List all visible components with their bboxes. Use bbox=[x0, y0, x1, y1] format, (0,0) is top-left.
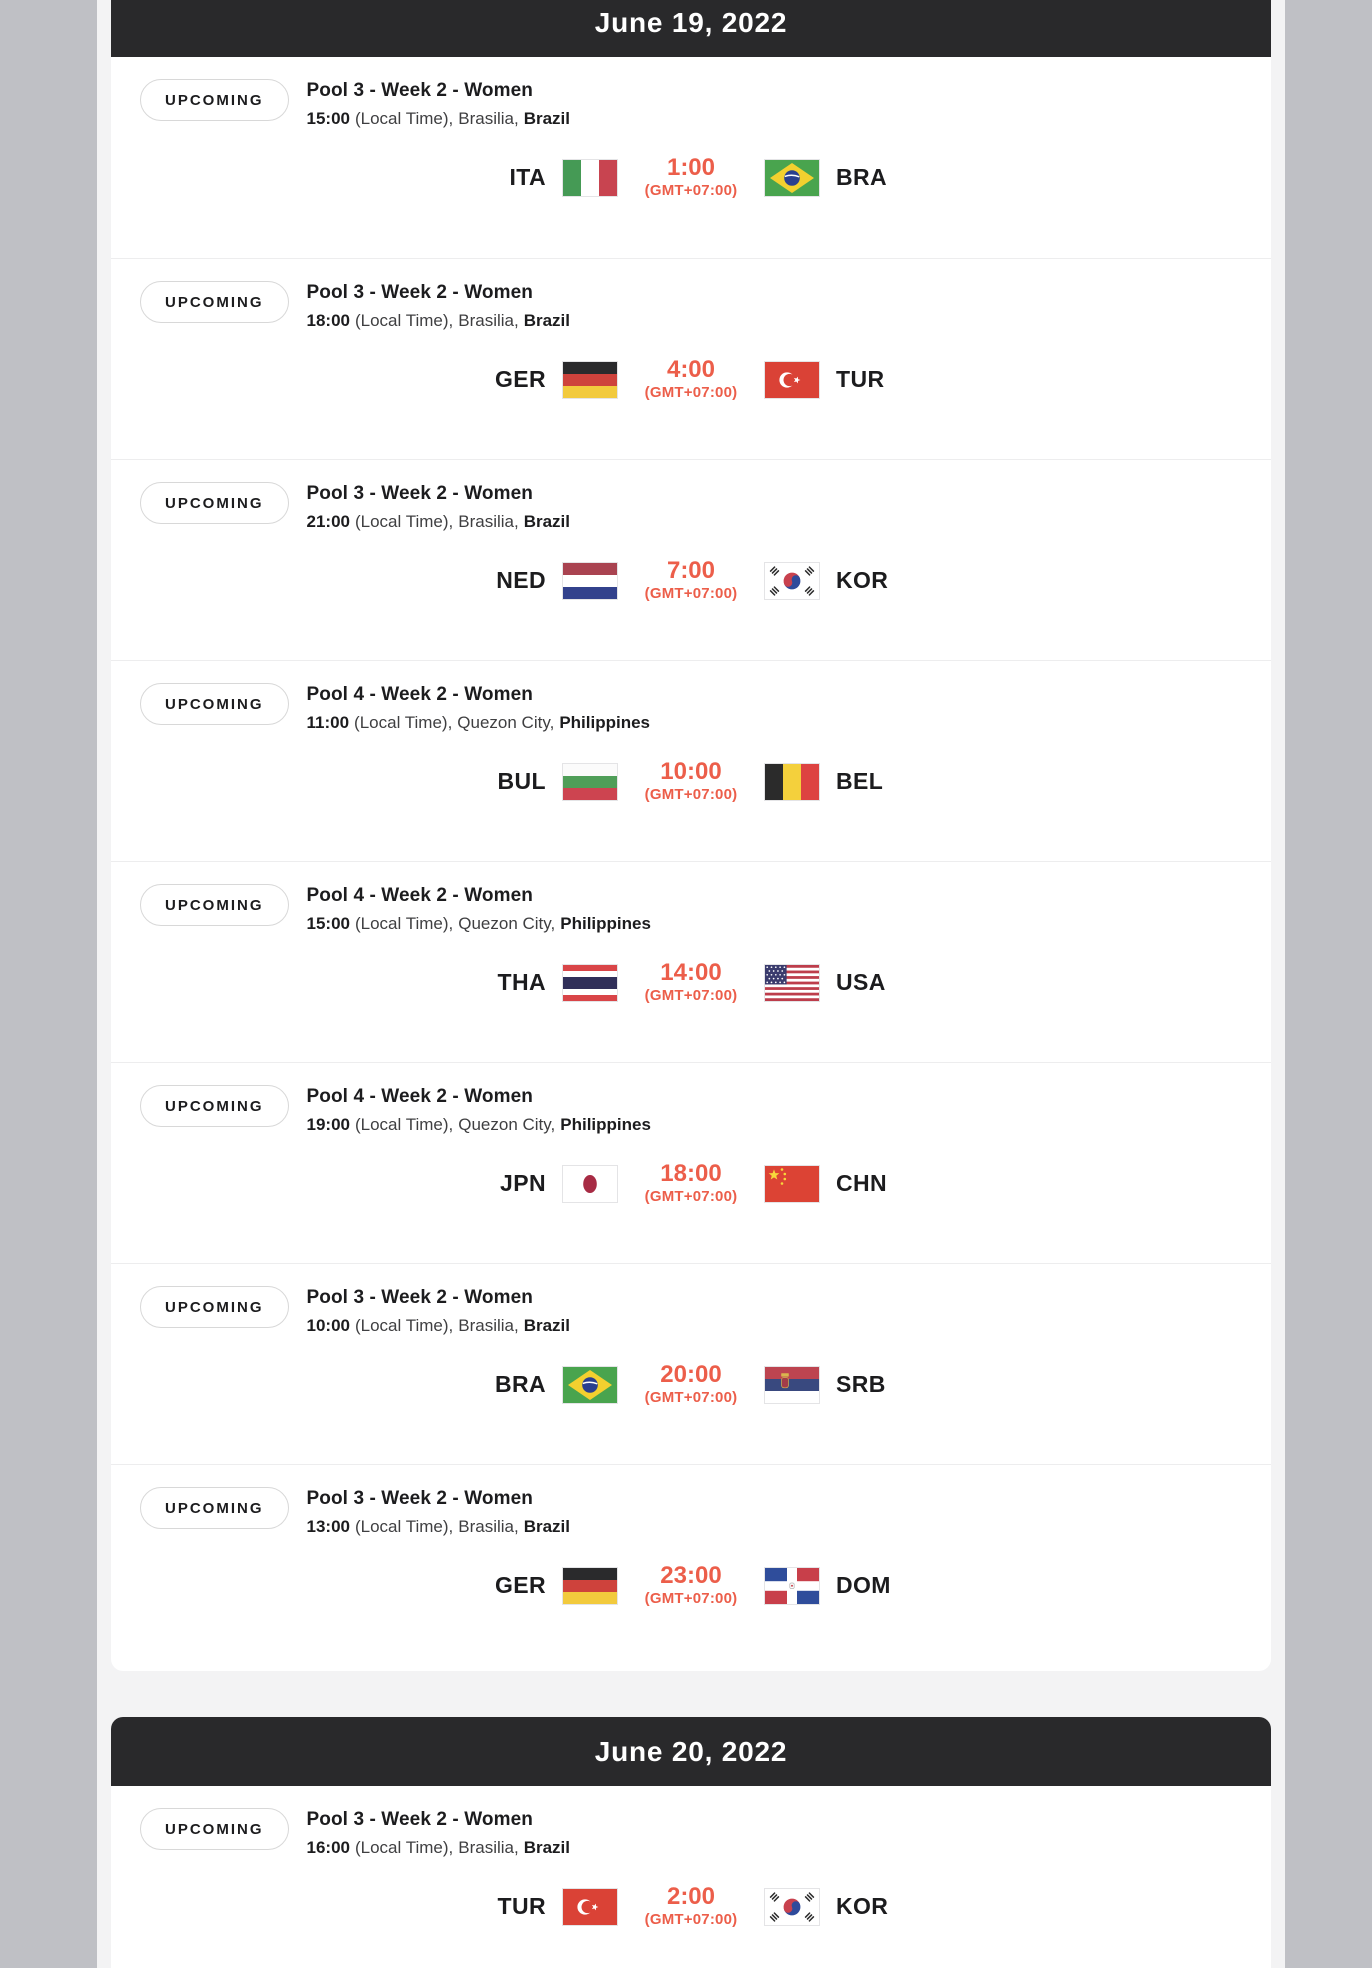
pool-label: Pool 3 - Week 2 - Women bbox=[306, 80, 533, 101]
timezone-label: (GMT+07:00) bbox=[644, 182, 738, 199]
city-label: Brasilia, bbox=[458, 1316, 519, 1335]
city-label: Quezon City, bbox=[458, 914, 556, 933]
match-info-row bbox=[111, 683, 1271, 733]
schedule-column bbox=[97, 0, 1285, 1968]
local-time-label: (Local Time), bbox=[354, 109, 454, 128]
date-header-label: June 19, 2022 bbox=[594, 6, 788, 38]
away-team-code: TUR bbox=[836, 366, 885, 392]
status-badge-label: UPCOMING bbox=[165, 1499, 264, 1517]
away-team-code: KOR bbox=[836, 567, 889, 593]
status-badge-label: UPCOMING bbox=[165, 1298, 264, 1316]
status-badge-label: UPCOMING bbox=[165, 695, 264, 713]
match-meta bbox=[307, 482, 576, 532]
status-badge bbox=[140, 1286, 289, 1328]
home-team-code: GER bbox=[494, 1572, 546, 1598]
converted-time: 2:00 bbox=[666, 1883, 716, 1910]
match-info-row bbox=[111, 1487, 1271, 1537]
match-time-location bbox=[307, 1115, 656, 1135]
match-meta bbox=[307, 1808, 576, 1858]
converted-time: 7:00 bbox=[666, 557, 716, 584]
flag-dom-icon bbox=[764, 1567, 820, 1605]
match-time-location bbox=[307, 1838, 576, 1858]
home-team-code: THA bbox=[497, 969, 546, 995]
timezone-label: (GMT+07:00) bbox=[644, 1389, 738, 1406]
status-badge bbox=[140, 884, 289, 926]
away-team-code: KOR bbox=[836, 1893, 889, 1919]
city-label: Brasilia, bbox=[458, 1838, 519, 1857]
matchup-row bbox=[111, 759, 1271, 804]
match-card[interactable] bbox=[111, 1464, 1271, 1665]
status-badge bbox=[140, 1085, 289, 1127]
country-label: Brazil bbox=[523, 1517, 570, 1536]
match-card[interactable] bbox=[111, 459, 1271, 660]
match-meta bbox=[307, 281, 576, 331]
match-card[interactable] bbox=[111, 1263, 1271, 1464]
match-time-location bbox=[307, 311, 576, 331]
pool-label: Pool 3 - Week 2 - Women bbox=[306, 282, 533, 303]
local-time: 18:00 bbox=[306, 311, 350, 330]
match-meta bbox=[307, 1487, 576, 1537]
converted-time-block bbox=[634, 357, 748, 402]
country-label: Brazil bbox=[523, 311, 570, 330]
pool-label: Pool 3 - Week 2 - Women bbox=[306, 1809, 533, 1830]
converted-time: 20:00 bbox=[660, 1361, 722, 1388]
converted-time-block bbox=[634, 960, 748, 1005]
local-time-label: (Local Time), bbox=[354, 713, 453, 732]
match-info-row bbox=[111, 1286, 1271, 1336]
match-card[interactable] bbox=[111, 861, 1271, 1062]
local-time-label: (Local Time), bbox=[354, 914, 454, 933]
flag-srb-icon bbox=[764, 1366, 820, 1404]
match-meta bbox=[307, 1085, 656, 1135]
timezone-label: (GMT+07:00) bbox=[644, 786, 738, 803]
status-badge bbox=[140, 482, 289, 524]
home-team-code: NED bbox=[496, 567, 546, 593]
flag-bel-icon bbox=[764, 763, 820, 801]
away-team-code: CHN bbox=[836, 1170, 888, 1196]
pool-label: Pool 4 - Week 2 - Women bbox=[306, 885, 533, 906]
country-label: Brazil bbox=[523, 1838, 570, 1857]
match-info-row bbox=[111, 1085, 1271, 1135]
city-label: Brasilia, bbox=[458, 512, 519, 531]
local-time: 21:00 bbox=[306, 512, 350, 531]
local-time: 10:00 bbox=[306, 1316, 350, 1335]
local-time-label: (Local Time), bbox=[354, 1316, 454, 1335]
match-list bbox=[111, 57, 1271, 1665]
local-time: 11:00 bbox=[306, 713, 350, 732]
flag-ned-icon bbox=[562, 562, 618, 600]
converted-time-block bbox=[634, 1884, 748, 1929]
timezone-label: (GMT+07:00) bbox=[644, 987, 738, 1004]
country-label: Brazil bbox=[523, 1316, 570, 1335]
matchup-row bbox=[111, 960, 1271, 1005]
country-label: Philippines bbox=[560, 1115, 651, 1134]
local-time-label: (Local Time), bbox=[354, 1838, 454, 1857]
match-card[interactable] bbox=[111, 57, 1271, 258]
converted-time-block bbox=[634, 1161, 748, 1206]
flag-bul-icon bbox=[562, 763, 618, 801]
converted-time: 23:00 bbox=[660, 1562, 722, 1589]
status-badge bbox=[140, 683, 289, 725]
city-label: Brasilia, bbox=[458, 1517, 519, 1536]
city-label: Quezon City, bbox=[457, 713, 555, 732]
away-team-code: BRA bbox=[836, 164, 888, 190]
status-badge-label: UPCOMING bbox=[165, 1097, 264, 1115]
pool-label: Pool 3 - Week 2 - Women bbox=[306, 1287, 533, 1308]
home-team-code: TUR bbox=[497, 1893, 546, 1919]
pool-label: Pool 4 - Week 2 - Women bbox=[306, 1086, 533, 1107]
timezone-label: (GMT+07:00) bbox=[644, 384, 738, 401]
flag-kor-icon bbox=[764, 562, 820, 600]
match-meta bbox=[307, 1286, 576, 1336]
local-time: 13:00 bbox=[306, 1517, 350, 1536]
match-meta bbox=[307, 884, 656, 934]
match-card[interactable] bbox=[111, 660, 1271, 861]
away-team-code: BEL bbox=[836, 768, 884, 794]
away-team-code: USA bbox=[836, 969, 886, 995]
matchup-row bbox=[111, 155, 1271, 200]
status-badge-label: UPCOMING bbox=[165, 896, 264, 914]
converted-time: 1:00 bbox=[666, 154, 716, 181]
match-info-row bbox=[111, 281, 1271, 331]
converted-time-block bbox=[634, 155, 748, 200]
status-badge bbox=[140, 1487, 289, 1529]
flag-jpn-icon bbox=[562, 1165, 618, 1203]
local-time-label: (Local Time), bbox=[354, 311, 454, 330]
status-badge bbox=[140, 79, 289, 121]
date-header bbox=[111, 0, 1271, 57]
flag-tur-icon bbox=[764, 361, 820, 399]
match-time-location bbox=[307, 914, 656, 934]
pool-label: Pool 4 - Week 2 - Women bbox=[306, 684, 533, 705]
date-card bbox=[111, 0, 1271, 1671]
local-time: 15:00 bbox=[306, 109, 350, 128]
flag-tur-icon bbox=[562, 1888, 618, 1926]
status-badge-label: UPCOMING bbox=[165, 91, 264, 109]
timezone-label: (GMT+07:00) bbox=[644, 1911, 738, 1928]
match-time-location bbox=[307, 512, 576, 532]
timezone-label: (GMT+07:00) bbox=[644, 1188, 738, 1205]
converted-time-block bbox=[634, 1362, 748, 1407]
match-list bbox=[111, 1786, 1271, 1968]
converted-time-block bbox=[634, 759, 748, 804]
converted-time: 10:00 bbox=[660, 758, 722, 785]
flag-usa-icon bbox=[764, 964, 820, 1002]
city-label: Brasilia, bbox=[458, 109, 519, 128]
match-meta bbox=[307, 79, 576, 129]
matchup-row bbox=[111, 1362, 1271, 1407]
matchup-row bbox=[111, 1884, 1271, 1929]
date-section bbox=[97, 1717, 1285, 1968]
status-badge-label: UPCOMING bbox=[165, 293, 264, 311]
flag-chn-icon bbox=[764, 1165, 820, 1203]
match-card[interactable] bbox=[111, 1062, 1271, 1263]
local-time: 19:00 bbox=[306, 1115, 350, 1134]
local-time: 15:00 bbox=[306, 914, 350, 933]
matchup-row bbox=[111, 1563, 1271, 1608]
timezone-label: (GMT+07:00) bbox=[644, 585, 738, 602]
flag-ger-icon bbox=[562, 1567, 618, 1605]
home-team-code: JPN bbox=[500, 1170, 546, 1196]
converted-time: 4:00 bbox=[666, 356, 716, 383]
country-label: Brazil bbox=[523, 109, 570, 128]
flag-kor-icon bbox=[764, 1888, 820, 1926]
pool-label: Pool 3 - Week 2 - Women bbox=[306, 483, 533, 504]
local-time: 16:00 bbox=[306, 1838, 350, 1857]
country-label: Philippines bbox=[559, 713, 650, 732]
converted-time: 14:00 bbox=[660, 959, 722, 986]
status-badge bbox=[140, 281, 289, 323]
flag-bra-icon bbox=[764, 159, 820, 197]
match-card[interactable] bbox=[111, 1786, 1271, 1968]
match-time-location bbox=[307, 713, 656, 733]
status-badge bbox=[140, 1808, 289, 1850]
match-info-row bbox=[111, 482, 1271, 532]
matchup-row bbox=[111, 558, 1271, 603]
converted-time-block bbox=[634, 558, 748, 603]
home-team-code: ITA bbox=[509, 164, 546, 190]
home-team-code: BRA bbox=[494, 1371, 546, 1397]
match-time-location bbox=[307, 109, 576, 129]
flag-bra-icon bbox=[562, 1366, 618, 1404]
match-time-location bbox=[307, 1517, 576, 1537]
match-time-location bbox=[307, 1316, 576, 1336]
pool-label: Pool 3 - Week 2 - Women bbox=[306, 1488, 533, 1509]
date-card bbox=[111, 1717, 1271, 1968]
converted-time-block bbox=[634, 1563, 748, 1608]
city-label: Brasilia, bbox=[458, 311, 519, 330]
home-team-code: GER bbox=[494, 366, 546, 392]
country-label: Philippines bbox=[560, 914, 651, 933]
converted-time: 18:00 bbox=[660, 1160, 722, 1187]
flag-ita-icon bbox=[562, 159, 618, 197]
local-time-label: (Local Time), bbox=[354, 512, 454, 531]
date-section bbox=[97, 0, 1285, 1671]
matchup-row bbox=[111, 1161, 1271, 1206]
match-meta bbox=[307, 683, 656, 733]
flag-ger-icon bbox=[562, 361, 618, 399]
country-label: Brazil bbox=[523, 512, 570, 531]
match-info-row bbox=[111, 79, 1271, 129]
status-badge-label: UPCOMING bbox=[165, 494, 264, 512]
local-time-label: (Local Time), bbox=[354, 1115, 454, 1134]
match-info-row bbox=[111, 884, 1271, 934]
date-header-label: June 20, 2022 bbox=[594, 1735, 788, 1767]
timezone-label: (GMT+07:00) bbox=[644, 1590, 738, 1607]
home-team-code: BUL bbox=[497, 768, 546, 794]
date-header bbox=[111, 1717, 1271, 1786]
away-team-code: DOM bbox=[836, 1572, 891, 1598]
flag-tha-icon bbox=[562, 964, 618, 1002]
match-card[interactable] bbox=[111, 258, 1271, 459]
local-time-label: (Local Time), bbox=[354, 1517, 454, 1536]
matchup-row bbox=[111, 357, 1271, 402]
match-info-row bbox=[111, 1808, 1271, 1858]
status-badge-label: UPCOMING bbox=[165, 1820, 264, 1838]
city-label: Quezon City, bbox=[458, 1115, 556, 1134]
away-team-code: SRB bbox=[836, 1371, 886, 1397]
